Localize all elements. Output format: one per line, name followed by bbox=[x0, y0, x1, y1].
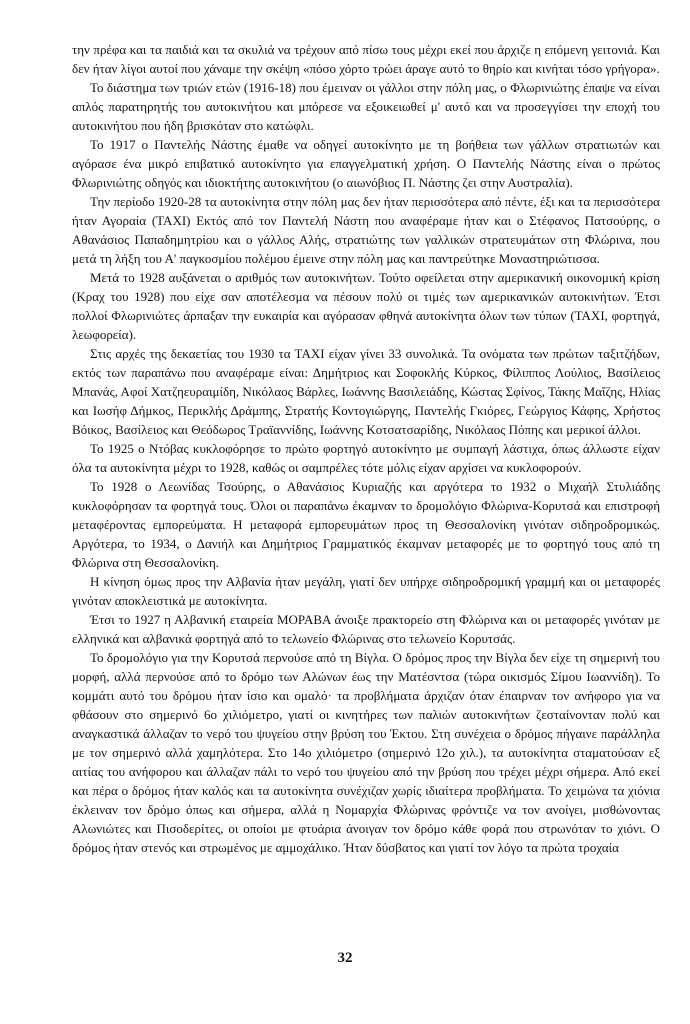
paragraph: Έτσι το 1927 η Αλβανική εταιρεία ΜΟΡΑΒΑ άνοιξε πρακτορείο στη Φλώρινα και οι μεταφορές γινόταν με ελληνικά και αλβανικά φορτηγά από το τελωνείο Φλώρινας στο τελωνείο Κορυτσάς. bbox=[72, 612, 660, 646]
paragraph: Μετά το 1928 αυξάνεται ο αριθμός των αυτοκινήτων. Τούτο οφείλεται στην αμερικανική οικονομική κρίση (Κραχ του 1928) που είχε σαν αποτέλεσμα να πέσουν πολύ οι τιμές των αμερικανικών αυτοκινήτων. Έτσι πολλοί Φλωρινιώτες άρπαξαν την ευκαιρία και αγόρασαν φθηνά αυτοκίνητα όλων των τύπων (ΤΑΧΙ, φορτηγά, λεωφορεία). bbox=[72, 270, 660, 342]
page-body bbox=[72, 40, 660, 857]
paragraph-continued: την πρέφα και τα παιδιά και τα σκυλιά να τρέχουν από πίσω τους μέχρι εκεί που άρχιζε η επόμενη γειτονιά. Και δεν ήταν λίγοι αυτοί που χάναμε την σκέψη «πόσο χόρτο τρώει άραγε αυτό το θηρίο και κινήται τόσο γρήγορα». bbox=[72, 42, 660, 76]
page-number: 32 bbox=[337, 950, 353, 966]
paragraph: Την περίοδο 1920-28 τα αυτοκίνητα στην πόλη μας δεν ήταν περισσότερα από πέντε, έξι και τα περισσότερα ήταν Αγοραία (ΤΑΧΙ) Εκτός από τον Παντελή Νάστη που αναφέραμε ήταν και ο Στέφανος Πατσούρης, ο Αθανάσιος Παπαδημητρίου και ο γάλλος Αλής, στρατιώτης των γαλλικών στρατευμάτων στη Φλώρινα, που μετά τη λήξη του Α' παγκοσμίου πολέμου έμεινε στην πόλη μας και παντρεύτηκε Μοναστηριώτισσα. bbox=[72, 194, 660, 266]
paragraph: Το 1928 ο Λεωνίδας Τσούρης, ο Αθανάσιος Κυριαζής και αργότερα το 1932 ο Μιχαήλ Στυλιάδης κυκλοφόρησαν τα φορτηγά τους. Όλοι οι παραπάνω έκαμναν το δρομολόγιο Φλώρινα-Κορυτσά και επιστροφή μεταφέροντας εμπορεύματα. Η μεταφορά εμπορευμάτων προς τη Θεσσαλονίκη γινόταν σιδηροδρομικώς. Αργότερα, το 1934, ο Δανιήλ και Δημήτριος Γραμματικός έκαμναν μεταφορές με το φορτηγό τους από τη Φλώρινα στη Θεσσαλονίκη. bbox=[72, 479, 660, 570]
paragraph: Το δρομολόγιο για την Κορυτσά περνούσε από τη Βίγλα. Ο δρόμος προς την Βίγλα δεν είχε τη σημερινή του μορφή, αλλά περνούσε από το δρόμο των Αλώνων έως την Ματέσντσα (τώρα οικισμός Σίμου Ιωαννίδη). Το κομμάτι αυτό του δρόμου ήταν ίσιο και ομαλό· τα προβλήματα άρχιζαν όταν έπαιρναν τον ανήφορο για να φθάσουν στο σημερινό 6ο χιλιόμετρο, γιατί οι κινητήρες των παλιών αυτοκινήτων ζεσταίνονταν πολύ και αναγκαστικά άλλαζαν το νερό του ψυγείου στην βρύση του Έκτου. Στη συνέχεια ο δρόμος πήγαινε παράλληλα με τον σημερινό αλλά χαμηλότερα. Στο 14ο χιλιόμετρο (σημερινό 12ο χιλ.), τα αυτοκίνητα σταματούσαν εξ αιτίας του ανήφορου και άλλαζαν πάλι το νερό του ψυγείου από την βρύση που τρέχει μέχρι σήμερα. Από εκεί και πέρα ο δρόμος ήταν καλός και τα αυτοκίνητα συνέχιζαν χωρίς ιδιαίτερα προβλήματα. Το χειμώνα τα χιόνια έκλειναν τον δρόμο όπως και σήμερα, αλλά η Νομαρχία Φλώρινας φρόντιζε να τον ανοίγει, μισθώνοντας Αλωνιώτες και Πισοδερίτες, οι οποίοι με φτυάρια άνοιγαν τον δρόμο κάθε φορά που στρωνόταν το χιόνι. Ο δρόμος ήταν στενός και στρωμένος με αμμοχάλικο. Ήταν δύσβατος και γιατί τον λόγο τα πρώτα τροχαία bbox=[72, 650, 660, 855]
paragraph: Η κίνηση όμως προς την Αλβανία ήταν μεγάλη, γιατί δεν υπήρχε σιδηροδρομική γραμμή και οι μεταφορές γινόταν αποκλειστικά με αυτοκίνητα. bbox=[72, 574, 660, 608]
paragraph: Το διάστημα των τριών ετών (1916-18) που έμειναν οι γάλλοι στην πόλη μας, ο Φλωρινιώτης έπαψε να είναι απλός παρατηρητής του αυτοκινήτου και μπόρεσε να εξοικειωθεί μ' αυτό και να προσεγγίσει την εποχή του αυτοκινήτου που ήδη βρισκόταν στο κατώφλι. bbox=[72, 80, 660, 133]
paragraph: Το 1925 ο Ντόβας κυκλοφόρησε το πρώτο φορτηγό αυτοκίνητο με συμπαγή λάστιχα, όπως άλλωστε είχαν όλα τα αυτοκίνητα μέχρι το 1928, καθώς οι σαμπρέλες τότε μόλις είχαν αρχίσει να κυκλοφορούν. bbox=[72, 441, 660, 475]
paragraph: Το 1917 ο Παντελής Νάστης έμαθε να οδηγεί αυτοκίνητο με τη βοήθεια των γάλλων στρατιωτών και αγόρασε ένα μικρό επιβατικό αυτοκίνητο για επαγγελματική χρήση. Ο Παντελής Νάστης είναι ο πρώτος Φλωρινιώτης οδηγός και ιδιοκτήτης αυτοκινήτου (ο αιωνόβιος Π. Νάστης ζει στην Αυστραλία). bbox=[72, 137, 660, 190]
paragraph: Στις αρχές της δεκαετίας του 1930 τα ΤΑΧΙ είχαν γίνει 33 συνολικά. Τα ονόματα των πρώτων ταξιτζήδων, εκτός των παραπάνω που αναφέραμε είναι: Δημήτριος και Σοφοκλής Κύρκος, Φίλιππος Λούλιος, Βασίλειος Μπανάς, Αφοί Χατζηευραιμίδη, Νικόλαος Βάρλες, Ιωάννης Βασιλειάδης, Κώστας Σφίνος, Τάκης Μαΐζης, Ηλίας και Ιωσήφ Δήμκος, Περικλής Δράμπης, Στρατής Κοντογιώργης, Παντελής Γκιόρες, Γεώργιος Κάφης, Χρήστος Βόικος, Βασίλειος και Θεόδωρος Τραϊαννίδης, Ιωάννης Κοτσατσαρίδης, Νικόλαος Πόπης και μερικοί άλλοι. bbox=[72, 346, 660, 437]
